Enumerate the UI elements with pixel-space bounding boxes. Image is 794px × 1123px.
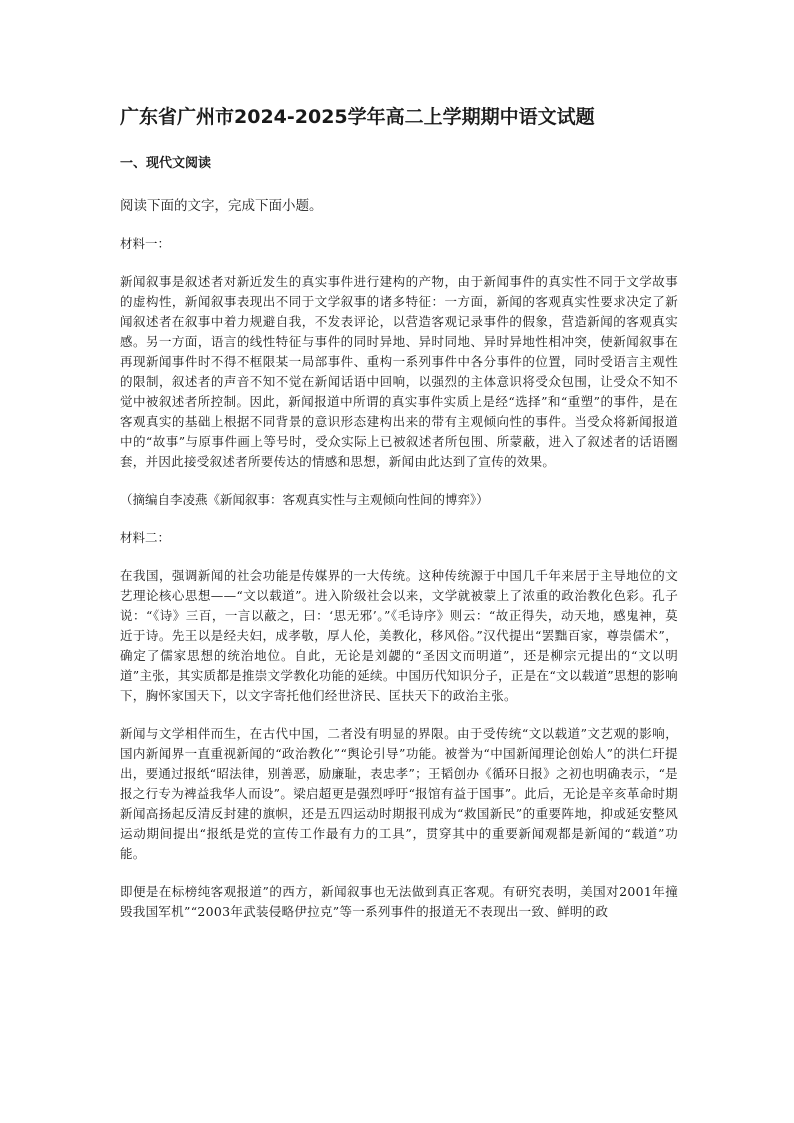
material-two-paragraph-2: 新闻与文学相伴而生，在古代中国，二者没有明显的界限。由于受传统“文以载道”文艺观的影响，国内新闻界一直重视新闻的“政治教化”“舆论引导”功能。被誉为“中国新闻理论创始人”的洪仁玕提出，要通过报纸“昭法律，别善恶，励廉耻，表忠孝”；王韬创办《循环日报》之初也明确表示，“是报之行专为裨益我华人而设”。梁启超更是强烈呼吁“报馆有益于国事”。此后，无论是辛亥革命时期新闻高扬起反清反封建的旗帜，还是五四运动时期报刊成为“救国新民”的重要阵地，抑或延安整风运动期间提出“报纸是党的宣传工作最有力的工具”，贯穿其中的重要新闻观都是新闻的“载道”功能。	[120, 726, 678, 861]
material-two-label: 材料二：	[120, 530, 171, 545]
reading-instruction: 阅读下面的文字，完成下面小题。	[120, 198, 323, 214]
material-two-paragraph-3: 即便是在标榜纯客观报道”的西方，新闻叙事也无法做到真正客观。有研究表明，美国对2001年撞毁我国军机”“2003年武装侵略伊拉克”等一系列事件的报道无不表现出一致、鲜明的政	[120, 884, 679, 919]
material-one-source: （摘编自李凌燕《新闻叙事：客观真实性与主观倾向性间的博弈》）	[120, 492, 489, 507]
material-two-paragraph-1: 在我国，强调新闻的社会功能是传媒界的一大传统。这种传统源于中国几千年来居于主导地位的文艺理论核心思想——“文以载道”。进入阶级社会以来，文学就被蒙上了浓重的政治教化色彩。孔子说：“《诗》三百，一言以蔽之，曰：‘思无邪’。”《毛诗序》则云：“故正得失，动天地，感鬼神，莫近于诗。先王以是经夫妇，成孝敬，厚人伦，美教化，移风俗。”汉代提出“罢黜百家，尊崇儒术”，确定了儒家思想的统治地位。自此，无论是刘勰的“圣因文而明道”，还是柳宗元提出的“文以明道”主张，其实质都是推崇文学教化功能的延续。中国历代知识分子，正是在“文以载道”思想的影响下，胸怀家国天下，以文字寄托他们经世济民、匡扶天下的政治主张。	[120, 568, 678, 703]
material-one-label: 材料一：	[120, 236, 171, 251]
document-title: 广东省广州市2024-2025学年高二上学期期中语文试题	[120, 106, 595, 128]
section-heading: 一、现代文阅读	[120, 156, 212, 171]
material-one-paragraph: 新闻叙事是叙述者对新近发生的真实事件进行建构的产物，由于新闻事件的真实性不同于文学故事的虚构性，新闻叙事表现出不同于文学叙事的诸多特征：一方面，新闻的客观真实性要求决定了新闻叙述者在叙事中着力规避自我，不发表评论，以营造客观记录事件的假象，营造新闻的客观真实感。另一方面，语言的线性特征与事件的同时异地、异时同地、异时异地性相冲突，使新闻叙事在再现新闻事件时不得不框限某一局部事件、重构一系列事件中各分事件的位置，同时受语言主观性的限制，叙述者的声音不知不觉在新闻话语中回响，以强烈的主体意识将受众包围，让受众不知不觉中被叙述者所控制。因此，新闻报道中所谓的真实事件实质上是经“选择”和“重塑”的事件，是在客观真实的基础上根据不同背景的意识形态建构出来的带有主观倾向性的事件。当受众将新闻报道中的“故事”与原事件画上等号时，受众实际上已被叙述者所包围、所蒙蔽，进入了叙述者的话语圈套，并因此接受叙述者所要传达的情感和思想，新闻由此达到了宣传的效果。	[120, 274, 678, 469]
document-page	[120, 104, 678, 940]
